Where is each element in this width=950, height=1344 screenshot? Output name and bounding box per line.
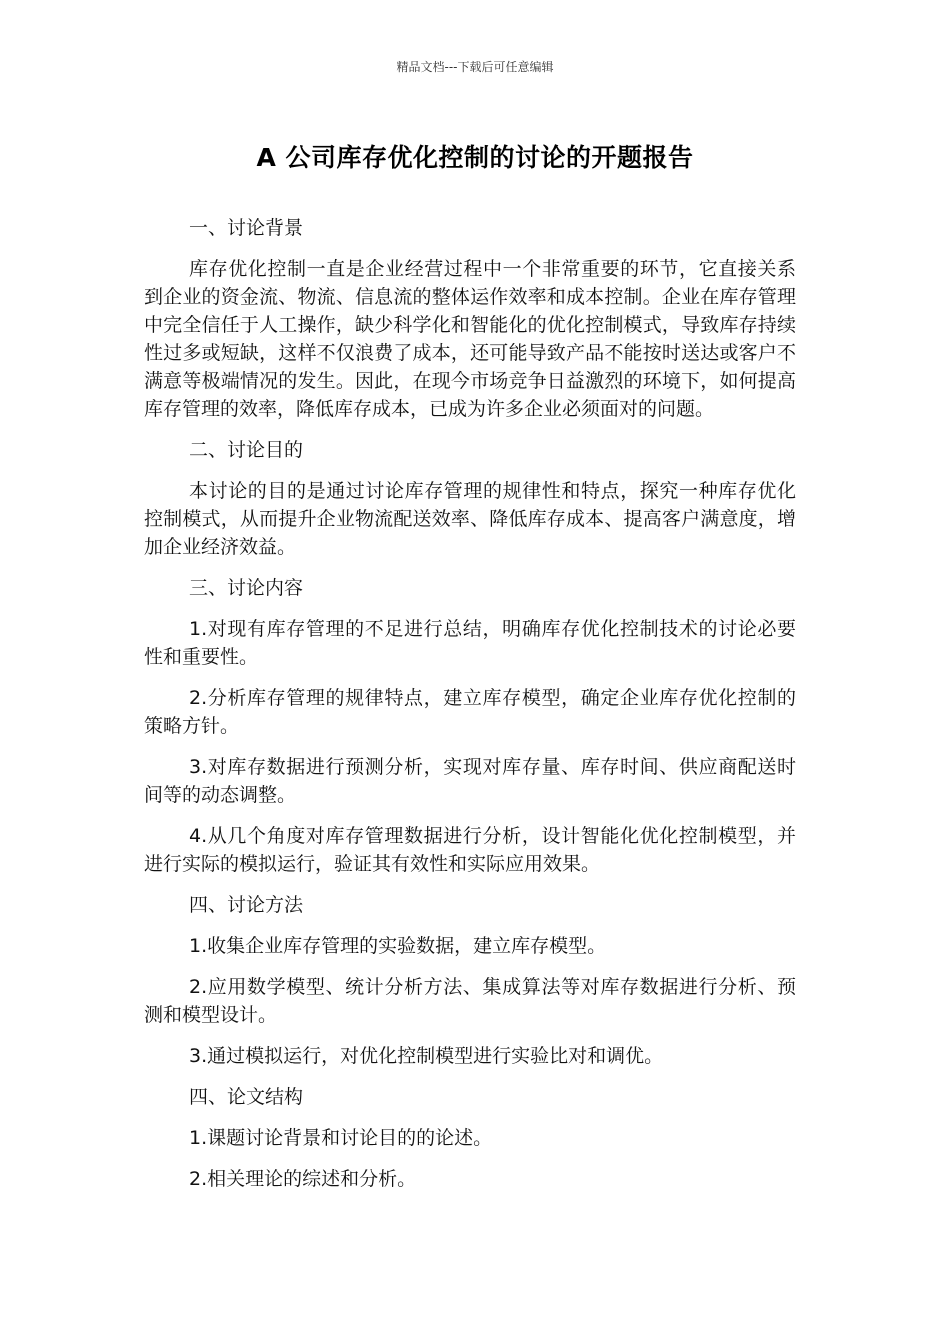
list-item: 2.相关理论的综述和分析。 (189, 1168, 417, 1190)
section-structure (144, 1083, 796, 1193)
list-item: 4.从几个角度对库存管理数据进行分析，设计智能化优化控制模型，并进行实际的模拟运行，验证其有效性和实际应用效果。 (144, 825, 796, 875)
paragraph: 库存优化控制一直是企业经营过程中一个非常重要的环节，它直接关系到企业的资金流、物流、信息流的整体运作效率和成本控制。企业在库存管理中完全信任于人工操作，缺少科学化和智能化的优化控制模式，导致库存持续性过多或短缺，这样不仅浪费了成本，还可能导致产品不能按时送达或客户不满意等极端情况的发生。因此，在现今市场竞争日益激烈的环境下，如何提高库存管理的效率，降低库存成本，已成为许多企业必须面对的问题。 (144, 258, 796, 420)
paragraph: 本讨论的目的是通过讨论库存管理的规律性和特点，探究一种库存优化控制模式，从而提升企业物流配送效率、降低库存成本、提高客户满意度，增加企业经济效益。 (144, 480, 796, 558)
section-heading: 一、讨论背景 (189, 217, 304, 239)
header-note: 精品文档---下载后可任意编辑 (396, 60, 554, 74)
section-heading: 三、讨论内容 (189, 577, 304, 599)
document-title: A 公司库存优化控制的讨论的开题报告 (256, 143, 694, 172)
list-item: 1.对现有库存管理的不足进行总结，明确库存优化控制技术的讨论必要性和重要性。 (144, 618, 796, 668)
section-heading: 二、讨论目的 (189, 439, 304, 461)
section-heading: 四、论文结构 (189, 1086, 304, 1108)
list-item: 1.课题讨论背景和讨论目的的论述。 (189, 1127, 493, 1149)
list-item: 2.分析库存管理的规律特点，建立库存模型，确定企业库存优化控制的策略方针。 (144, 687, 796, 737)
list-item: 3.通过模拟运行，对优化控制模型进行实验比对和调优。 (189, 1045, 664, 1067)
section-methods (144, 891, 796, 1070)
list-item: 2.应用数学模型、统计分析方法、集成算法等对库存数据进行分析、预测和模型设计。 (144, 976, 796, 1026)
document-body (144, 214, 796, 1206)
list-item: 1.收集企业库存管理的实验数据，建立库存模型。 (189, 935, 607, 957)
list-item: 3.对库存数据进行预测分析，实现对库存量、库存时间、供应商配送时间等的动态调整。 (144, 756, 796, 806)
section-purpose (144, 436, 796, 561)
section-heading: 四、讨论方法 (189, 894, 304, 916)
section-background (144, 214, 796, 423)
section-content (144, 574, 796, 878)
